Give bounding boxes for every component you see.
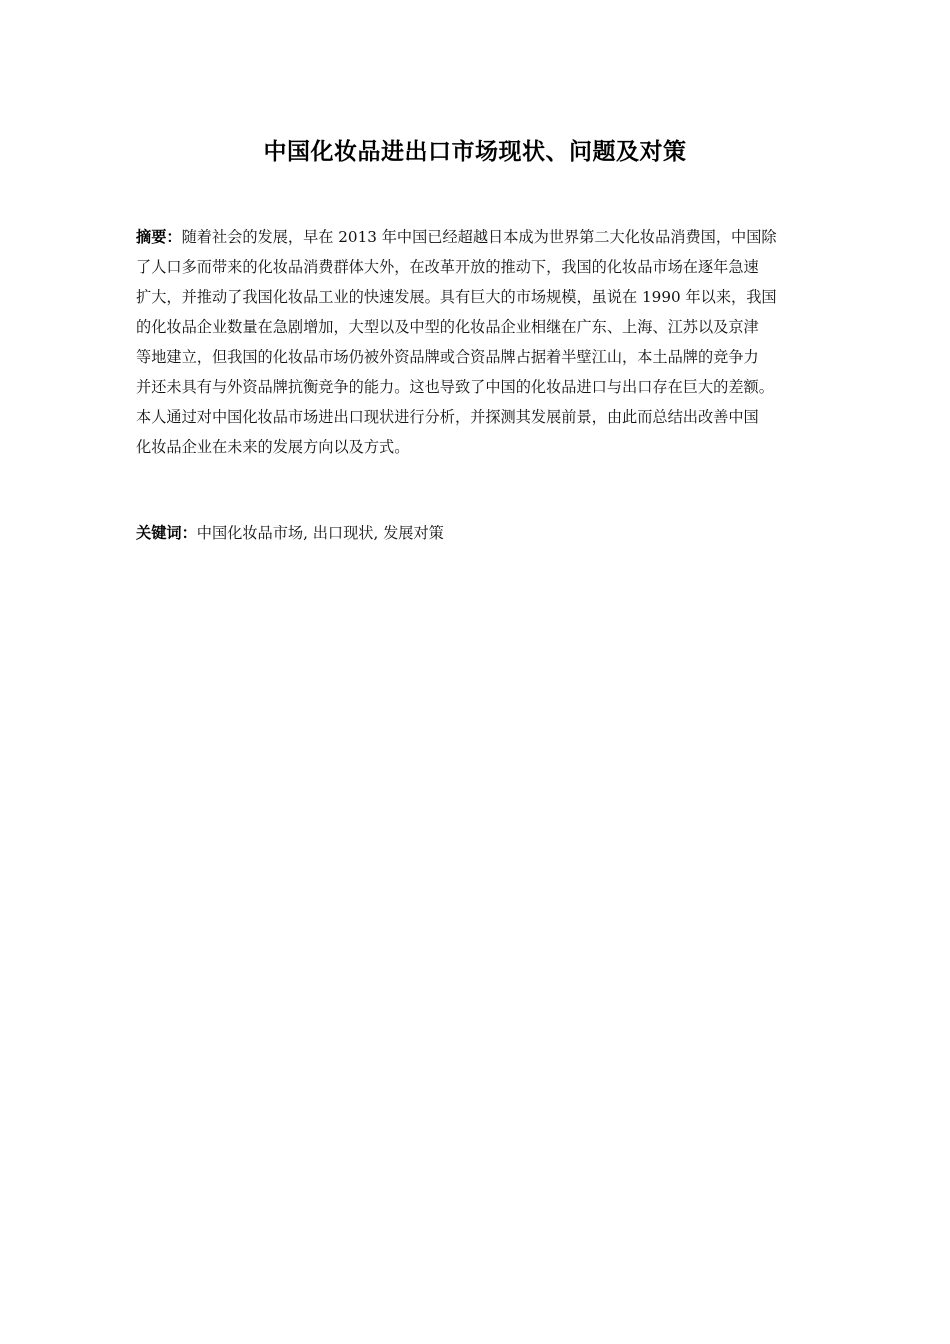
keywords-text: 中国化妆品市场, 出口现状, 发展对策 [196, 524, 444, 542]
abstract-text-line-4: 的化妆品企业数量在急剧增加，大型以及中型的化妆品企业相继在广东、上海、江苏以及京津 [136, 318, 759, 336]
abstract-text-line-6: 并还未具有与外资品牌抗衡竞争的能力。这也导致了中国的化妆品进口与出口存在巨大的差额。 [136, 378, 774, 396]
document-title: 中国化妆品进出口市场现状、问题及对策 [263, 139, 687, 165]
abstract-text-line-3: 扩大，并推动了我国化妆品工业的快速发展。具有巨大的市场规模，虽说在 1990 年以来，我国 [136, 288, 777, 306]
abstract-text-line-5: 等地建立，但我国的化妆品市场仍被外资品牌或合资品牌占据着半壁江山，本土品牌的竞争力 [136, 348, 759, 366]
abstract-text-line-7: 本人通过对中国化妆品市场进出口现状进行分析，并探测其发展前景，由此而总结出改善中国 [136, 408, 759, 426]
abstract-text-line-1: 随着社会的发展，早在 2013 年中国已经超越日本成为世界第二大化妆品消费国，中国除 [181, 228, 777, 246]
keywords-section [136, 518, 850, 548]
abstract-text-line-8: 化妆品企业在未来的发展方向以及方式。 [136, 438, 410, 456]
abstract-line-1 [136, 222, 850, 252]
abstract-section [136, 222, 850, 462]
abstract-label: 摘要： [136, 228, 182, 246]
abstract-text-line-2: 了人口多而带来的化妆品消费群体大外，在改革开放的推动下，我国的化妆品市场在逐年急速 [136, 258, 759, 276]
keywords-label: 关键词： [136, 524, 197, 542]
